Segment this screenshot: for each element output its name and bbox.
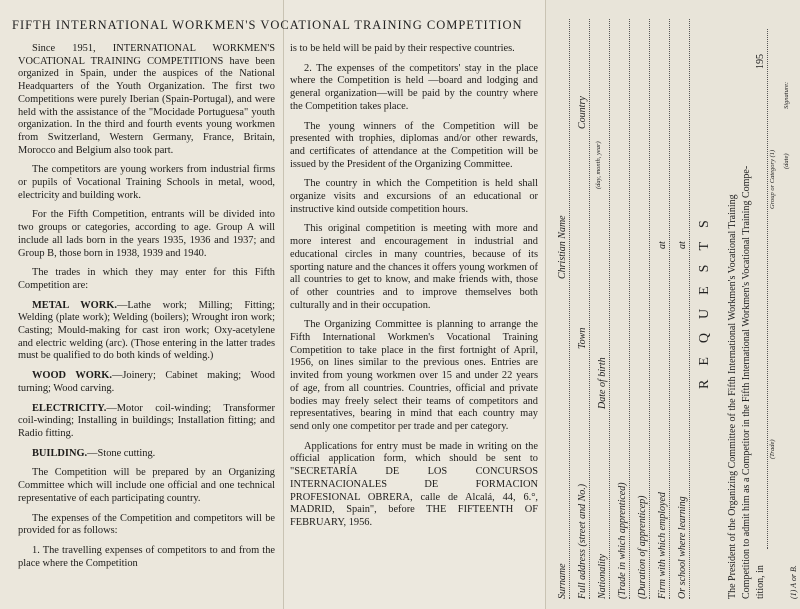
trade-building xyxy=(18,448,275,461)
trade-electricity xyxy=(18,403,275,441)
trade-small-label: (Trade) xyxy=(769,439,776,459)
paragraph: The competitors are young workers from industrial firms or pupils of Vocational Training Schools in metal, wood, electricity and building work. xyxy=(18,164,275,201)
document-title: FIFTH INTERNATIONAL WORKMEN'S VOCATIONAL TRAINING COMPETITION xyxy=(12,18,523,32)
trade-name: WOOD WORK. xyxy=(32,370,112,382)
christian-name-label: Christian Name xyxy=(557,215,568,279)
trade-name: BUILDING. xyxy=(32,447,88,459)
address-label: Full address (street and No.) xyxy=(577,483,588,599)
paragraph: For the Fifth Competition, entrants will be divided into two groups or categories, according to age. Group A will include all lads born in the years 1935, 1936 and 1937; and Group B, those born in 1938, 1939 and 1940. xyxy=(18,209,275,259)
surname-line[interactable] xyxy=(569,19,570,599)
group-label: Group or Category (1) xyxy=(769,149,776,209)
request-text: tition, in xyxy=(755,565,766,599)
trade-text: —Joinery; Cabinet making; Wood turning; Wood carving. xyxy=(18,370,276,394)
paragraph: Applications for entry must be made in writing on the official application form, which should be sent to "SECRETARÍA DE LOS CONCURSOS INTERNACIONALES DE FORMACION PROFESIONAL OBRERA, calle de Alcalá, 44, 6.°, MADRID, Spain", before THE FIFTEENTH OF FEBRUARY, 1956. xyxy=(290,440,538,528)
paragraph: The country in which the Competition is held shall organize visits and excursions of an educational or instructive kind outside competition hours. xyxy=(290,178,538,215)
school-line[interactable] xyxy=(689,19,690,599)
at-label: at xyxy=(677,241,688,249)
school-label: Or school where learning xyxy=(677,496,688,599)
year-label: 195 xyxy=(755,54,766,69)
address-line[interactable] xyxy=(589,19,590,599)
nationality-label: Nationality xyxy=(597,554,608,599)
paragraph: The trades in which they may enter for this Fifth Competition are: xyxy=(18,267,275,291)
nationality-line[interactable] xyxy=(609,19,610,599)
duration-label: (Duration of apprenticep) xyxy=(637,495,648,599)
application-form xyxy=(545,0,800,609)
footnote: (1) A or B. xyxy=(789,565,798,599)
paragraph: 1. The travelling expenses of competitors to and from the place where the Competition xyxy=(18,544,275,569)
date-hint: (day, month, year) xyxy=(595,141,602,189)
paragraph: The expenses of the Competition and competitors will be provided for as follows: xyxy=(18,512,275,537)
paragraph: This original competition is meeting with more and more interest and encouragement in industrial and educational circles in many countries, because of its sporting nature and the chances it offers young workmen of all countries to get to know, and make friends with, those of other countries and to improve themselves both culturally and in their occupation. xyxy=(290,223,538,311)
town-label: Town xyxy=(577,327,588,349)
trade-text: —Lathe work; Milling; Fitting; Welding (plate work); Welding (boilers); Wrought iron work; Casting; Mould-making for cast iron work; Oxy-acetylene and electric welding (arc). (Those entering in the latter trades must be qualified to do both kinds of welding.) xyxy=(18,299,275,362)
middle-column xyxy=(290,43,538,537)
firm-label: Firm with which employed xyxy=(657,492,668,599)
left-column xyxy=(18,43,275,577)
trade-line[interactable] xyxy=(629,19,630,599)
birth-label: Date of birth xyxy=(597,357,608,409)
trade-request-line[interactable] xyxy=(767,29,768,549)
country-label: Country xyxy=(577,96,588,129)
signature-label: Signature: xyxy=(783,81,790,109)
paragraph: The Organizing Committee is planning to arrange the Fifth International Workmen's Vocational Training Competition to take place in the first fortnight of April, 1956, on lines similar to the previous ones. Entries are invited from young workmen over 15 and under 22 years of age, from all countries. Countries, official and private bodies may freely select their teams of competitors and representatives, bearing in mind that each country may send only one competitor per trade and per category. xyxy=(290,319,538,432)
trade-metal xyxy=(18,300,275,364)
trade-text: —Motor coil-winding; Transformer coil-winding; Installing in buildings; Installation fitting; and Radio fitting. xyxy=(18,402,275,439)
paragraph: The Competition will be prepared by an Organizing Committee which will include one official and one technical representative of each participating country. xyxy=(18,467,275,504)
firm-line[interactable] xyxy=(669,19,670,599)
paragraph: 2. The expenses of the competitors' stay in the place where the Competition is held —board and lodging and general organization—will be paid by the country where the Competition takes place. xyxy=(290,62,538,112)
trade-name: ELECTRICITY. xyxy=(32,402,107,414)
request-text: Competition to admit him as a Competitor in the Fifth International Workmen's Vocational Training Compe- xyxy=(741,165,752,599)
request-text: The President of the Organizing Committee of the Fifth International Workmen's Vocational Training xyxy=(727,194,738,599)
paragraph: is to be held will be paid by their respective countries. xyxy=(290,43,515,54)
trade-label: (Trade in which apprenticed) xyxy=(617,482,628,599)
at-label: at xyxy=(657,241,668,249)
trade-name: METAL WORK. xyxy=(32,299,117,311)
paragraph: The young winners of the Competition will be presented with trophies, diplomas and/or other rewards, and certificates of attendance at the Competition will be issued by the President of the Organizing Committee. xyxy=(290,120,538,170)
paragraph: Since 1951, INTERNATIONAL WORKMEN'S VOCATIONAL TRAINING COMPETITIONS have been organized in Spain, under the auspices of the National Headquarters of the Youth Organization. The first two Competitions were purely Iberian (Spain-Portugal), and were held with the assistance of the "Mocidade Portuguesa" youth organization. In the third and fourth events young workmen from Switzerland, Western Germany, France, Britain, Morocco and Belgium also took part. xyxy=(18,43,275,156)
date-small-label: (date) xyxy=(783,153,790,169)
requests-heading: REQUESTS xyxy=(697,206,712,389)
fold-line xyxy=(283,0,284,609)
trade-text: —Stone cutting. xyxy=(87,447,156,459)
trade-wood xyxy=(18,370,275,395)
surname-label: Surname xyxy=(557,563,568,599)
duration-line[interactable] xyxy=(649,19,650,599)
